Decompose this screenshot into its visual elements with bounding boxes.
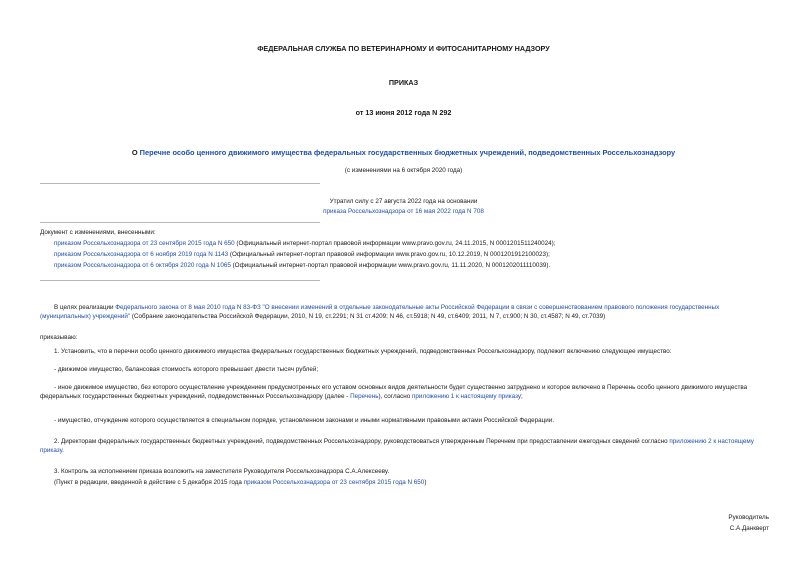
amended-note: (с изменениями на 6 октября 2020 года) bbox=[344, 167, 463, 174]
item-2-text: 2. Директорам федеральных государственных бюджетных учреждений, подведомственных Россельхознадзору, руководствоваться утвержденным Перечнем при предоставлении ежегодных сведений согласно bbox=[54, 438, 670, 445]
change-source: (Официальный интернет-портал правовой информации www.pravo.gov.ru, 10.12.2019, N 0001201912100023); bbox=[228, 251, 550, 258]
change-link[interactable]: приказом Россельхознадзора от 23 сентября 2015 года N 650 bbox=[54, 240, 235, 247]
status-line: Утратил силу с 27 августа 2022 года на основании bbox=[329, 198, 478, 205]
signature-position: Руководитель bbox=[728, 514, 769, 521]
item-3 bbox=[40, 468, 770, 477]
document-date: от 13 июня 2012 года N 292 bbox=[355, 108, 452, 117]
item-1 bbox=[40, 348, 770, 357]
title-prefix: О bbox=[131, 148, 138, 157]
bullet-3-text: - имущество, отчуждение которого осуществляется в специальном порядке, установленном законами и иными нормативными правовыми актами Российской Федерации. bbox=[54, 417, 555, 424]
item-3-note-end: ) bbox=[424, 479, 427, 486]
divider bbox=[40, 183, 320, 184]
divider bbox=[40, 280, 320, 281]
bullet-2-text: - иное движимое имущество, без которого осуществление учреждением предусмотренных его уставом основных видов деятельности будет существенно затруднено и которое включено в Перечень особо ценного движимого имущества федеральных государственных бюджетных учреждений, подведомственных Россельхознадзору (далее - bbox=[40, 384, 748, 400]
document-title bbox=[0, 148, 807, 158]
amendment-link[interactable]: приказом Россельхознадзора от 23 сентября 2015 года N 650 bbox=[243, 479, 425, 486]
federal-law-link[interactable]: Федерального закона от 8 мая 2010 года N 83-ФЗ "О внесении изменений в отдельные законодательные акты Российской Федерации в связи с совершенствованием правового положения государственных (муниципальных) учреждений" bbox=[40, 304, 720, 320]
agency-name: ФЕДЕРАЛЬНАЯ СЛУЖБА ПО ВЕТЕРИНАРНОМУ И ФИТОСАНИТАРНОМУ НАДЗОРУ bbox=[257, 44, 550, 53]
bullet-3 bbox=[40, 417, 770, 426]
item-1-text: 1. Установить, что в перечни особо ценного движимого имущества федеральных государственных бюджетных учреждений, подведомственных Россельхознадзору, подлежит включению следующее имущество: bbox=[54, 348, 672, 355]
document-type: ПРИКАЗ bbox=[388, 78, 419, 87]
bullet-2-mid: ), согласно bbox=[378, 392, 413, 400]
bullet-2-end: ; bbox=[521, 392, 523, 400]
item-2-end: . bbox=[62, 446, 64, 454]
item-3-text: 3. Контроль за исполнением приказа возложить на заместителя Руководителя Россельхознадзора С.А.Алексееву. bbox=[54, 468, 390, 475]
change-item bbox=[40, 262, 770, 271]
change-link[interactable]: приказом Россельхознадзора от 6 октября 2020 года N 1065 bbox=[54, 262, 231, 269]
item-3-note bbox=[40, 479, 770, 488]
change-item bbox=[40, 240, 770, 249]
signature-name: С.А.Данкверт bbox=[729, 525, 769, 532]
title-link[interactable]: Перечне особо ценного движимого имущества федеральных государственных бюджетных учреждений, подведомственных Россельхознадзору bbox=[139, 148, 676, 157]
repeal-order-link[interactable]: приказа Россельхознадзора от 16 мая 2022 года N 708 bbox=[323, 208, 484, 215]
appendix-2-link[interactable]: приложению 2 к настоящему приказу bbox=[40, 438, 754, 454]
item-3-note-text: (Пункт в редакции, введенной в действие с 5 декабря 2015 года bbox=[54, 479, 244, 486]
list-link[interactable]: Перечень bbox=[350, 392, 379, 400]
orders-line: приказываю: bbox=[40, 334, 78, 341]
preamble-text-end: (Собрание законодательства Российской Федерации, 2010, N 19, ст.2291; N 31 ст.4209; N 46, ст.5918; N 49, ст.6409; 2011, N 7, ст.900; N 30, ст.4587; N 49, ст.7039) bbox=[130, 312, 606, 320]
appendix-1-link[interactable]: приложению 1 к настоящему приказу bbox=[412, 392, 522, 400]
change-source: (Официальный интернет-портал правовой информации www.pravo.gov.ru, 11.11.2020, N 0001202011110039). bbox=[230, 262, 551, 269]
bullet-1 bbox=[40, 366, 770, 375]
bullet-2 bbox=[40, 384, 770, 401]
status-line-2 bbox=[0, 208, 807, 217]
preamble-text: В целях реализации bbox=[54, 304, 116, 311]
change-source: (Официальный интернет-портал правовой информации www.pravo.gov.ru, 24.11.2015, N 0001201511240024); bbox=[234, 240, 556, 247]
item-2 bbox=[40, 438, 770, 455]
divider bbox=[40, 222, 320, 223]
bullet-1-text: - движимое имущество, балансовая стоимость которого превышает двести тысяч рублей; bbox=[54, 366, 319, 373]
preamble bbox=[40, 304, 770, 321]
changes-heading: Документ с изменениями, внесенными: bbox=[40, 229, 156, 236]
change-link[interactable]: приказом Россельхознадзора от 6 ноября 2019 года N 1143 bbox=[54, 251, 229, 258]
change-item bbox=[40, 251, 770, 260]
